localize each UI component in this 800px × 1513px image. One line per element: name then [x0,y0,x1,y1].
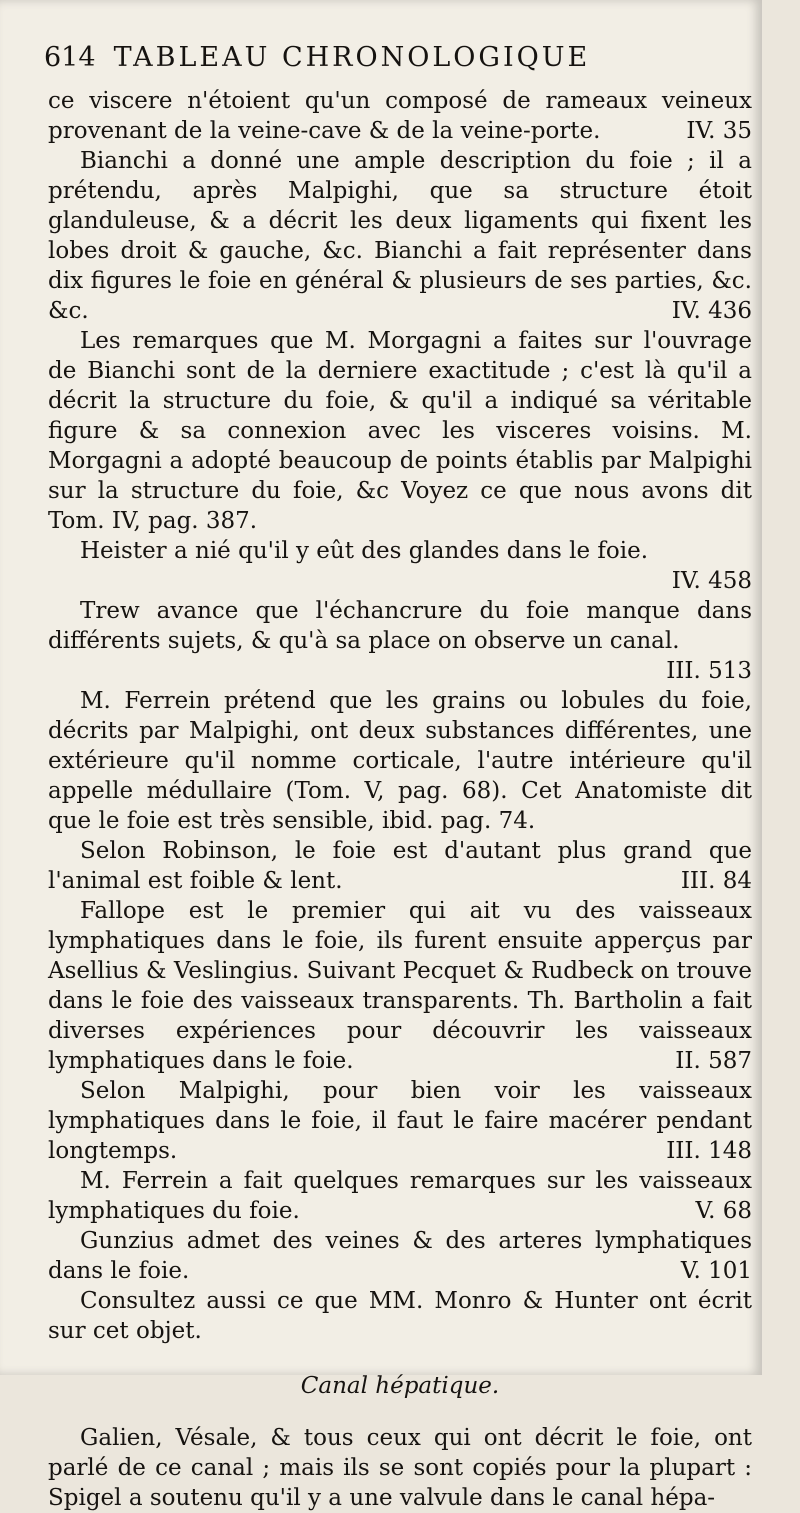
entries [48,86,752,1346]
volume-reference: V. 101 [680,1258,752,1284]
paragraph [48,1076,752,1166]
paragraph [48,1286,752,1346]
paragraph-text: M. Ferrein prétend que les grains ou lobules du foie, décrits par Malpighi, ont deux substances différentes, une extérieure qu'il nomme corticale, l'autre intérieure qu'il appelle médullaire (Tom. V, pag. 68). Cet Anatomiste dit que le foie est très sensible, ibid. pag. 74. [48,688,752,834]
paragraph-text: Heister a nié qu'il y eût des glandes dans le foie. [80,538,649,564]
paragraph-text: M. Ferrein a fait quelques remarques sur les vaisseaux lymphatiques du foie. [48,1168,752,1224]
paragraph [48,326,752,536]
volume-reference: III. 84 [680,868,752,894]
running-header [44,42,744,73]
paragraph [48,836,752,896]
paragraph [48,146,752,326]
paragraph-text: Trew avance que l'échancrure du foie manque dans différents sujets, & qu'à sa place on observe un canal. [48,598,752,654]
running-title: TABLEAU CHRONOLOGIQUE [113,42,591,73]
volume-reference: IV. 35 [686,118,752,144]
paragraph-text: Bianchi a donné une ample description du foie ; il a prétendu, après Malpighi, que sa structure étoit glanduleuse, & a décrit les deux ligaments qui fixent les lobes droit & gauche, &c. Bianchi a fait représenter dans dix figures le foie en général & plusieurs de ses parties, &c. &c. [48,148,752,324]
paragraph-text: Fallope est le premier qui ait vu des vaisseaux lymphatiques dans le foie, ils furent ensuite apperçus par Asellius & Veslingius. Suivant Pecquet & Rudbeck on trouve dans le foie des vaisseaux transparents. Th. Bartholin a fait diverses expériences pour découvrir les vaisseaux lymphatiques dans le foie. [48,898,752,1074]
paragraph-text: Consultez aussi ce que MM. Monro & Hunter ont écrit sur cet objet. [48,1288,752,1344]
paragraph [48,1423,752,1513]
paragraph [48,686,752,836]
volume-reference: III. 148 [666,1138,752,1164]
paragraph-text: Selon Malpighi, pour bien voir les vaisseaux lymphatiques dans le foie, il faut le faire macérer pendant longtemps. [48,1078,752,1164]
paragraph-text: Galien, Vésale, & tous ceux qui ont décrit le foie, ont parlé de ce canal ; mais ils se sont copiés pour la plupart : Spigel a soutenu qu'il y a une valvule dans le canal hépa- [48,1425,752,1511]
volume-reference: IV. 458 [671,568,752,594]
paragraph-text: Les remarques que M. Morgagni a faites sur l'ouvrage de Bianchi sont de la derniere exactitude ; c'est là qu'il a décrit la structure du foie, & qu'il a indiqué sa véritable figure & sa connexion avec les visceres voisins. M. Morgagni a adopté beaucoup de points établis par Malpighi sur la structure du foie, &c Voyez ce que nous avons dit Tom. IV, pag. 387. [48,328,752,534]
volume-reference: II. 587 [675,1048,752,1074]
section-entries [48,1423,752,1513]
volume-reference: III. 513 [666,658,752,684]
paragraph [48,536,752,596]
section-title: Canal hépatique. [300,1373,500,1399]
paragraph-text: Selon Robinson, le foie est d'autant plus grand que l'animal est foible & lent. [48,838,752,894]
paragraph [48,1226,752,1286]
paragraph [48,1166,752,1226]
paragraph-text: ce viscere n'étoient qu'un composé de rameaux veineux provenant de la veine-cave & de la veine-porte. [48,88,752,144]
paragraph [48,896,752,1076]
page-body [48,86,752,1513]
page-number: 614 [44,42,96,73]
volume-reference: V. 68 [695,1198,752,1224]
paragraph [48,86,752,146]
paragraph-text: Gunzius admet des veines & des arteres lymphatiques dans le foie. [48,1228,752,1284]
paragraph [48,596,752,686]
volume-reference: IV. 436 [671,298,752,324]
